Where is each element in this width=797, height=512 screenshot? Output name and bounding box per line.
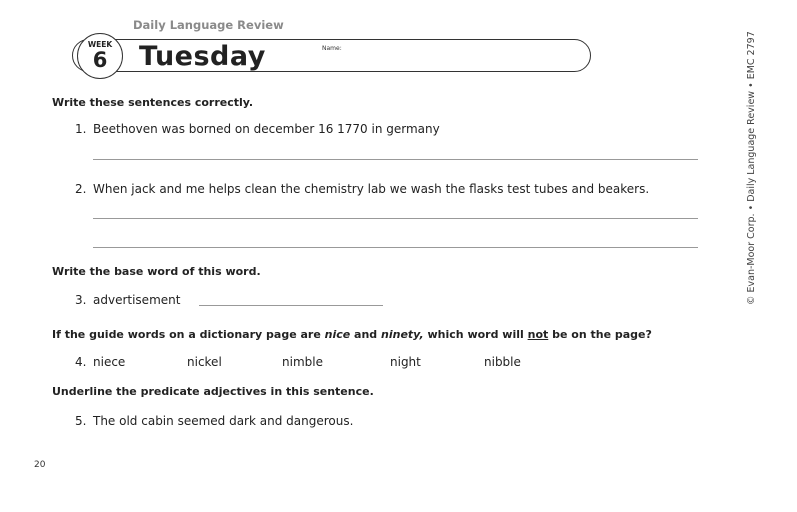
instruction-part-a: If the guide words on a dictionary page are [52, 328, 325, 341]
choice-word[interactable]: nickel [187, 355, 222, 369]
item-number-4: 4. [75, 355, 87, 369]
week-number: 6 [92, 48, 108, 72]
answer-line-2a[interactable] [93, 218, 698, 219]
week-label: WEEK [87, 40, 113, 49]
item-5-text[interactable]: The old cabin seemed dark and dangerous. [93, 414, 354, 428]
answer-line-3[interactable] [199, 305, 383, 306]
choice-word[interactable]: night [390, 355, 421, 369]
item-number-2: 2. [75, 182, 87, 196]
choice-word[interactable]: niece [93, 355, 126, 369]
item-1-text: Beethoven was borned on december 16 1770 in germany [93, 122, 440, 136]
guide-word-2: ninety, [381, 328, 424, 341]
instruction-guide-words [52, 328, 652, 341]
instruction-predicate-adjectives: Underline the predicate adjectives in this sentence. [52, 385, 374, 398]
item-number-1: 1. [75, 122, 87, 136]
item-2-text: When jack and me helps clean the chemistry lab we wash the flasks test tubes and beakers. [93, 182, 650, 196]
choice-word[interactable]: nimble [282, 355, 323, 369]
instruction-part-d: be on the page? [548, 328, 652, 341]
instruction-part-c: which word will [423, 328, 528, 341]
page-number: 20 [34, 460, 46, 470]
guide-word-1: nice [324, 328, 351, 341]
choice-word[interactable]: nibble [484, 355, 521, 369]
answer-line-2b[interactable] [93, 247, 698, 248]
item-3-word: advertisement [93, 293, 181, 307]
day-title: Tuesday [139, 41, 266, 72]
instruction-part-b: and [350, 328, 382, 341]
item-number-5: 5. [75, 414, 87, 428]
name-label: Name: [322, 45, 342, 52]
series-title: Daily Language Review [133, 18, 284, 32]
answer-line-1[interactable] [93, 159, 698, 160]
item-number-3: 3. [75, 293, 87, 307]
instruction-emphasis: not [527, 328, 549, 341]
instruction-correct-sentences: Write these sentences correctly. [52, 96, 254, 109]
copyright-note: © Evan-Moor Corp. • Daily Language Review • EMC 2797 [746, 31, 757, 305]
instruction-base-word: Write the base word of this word. [52, 265, 261, 278]
